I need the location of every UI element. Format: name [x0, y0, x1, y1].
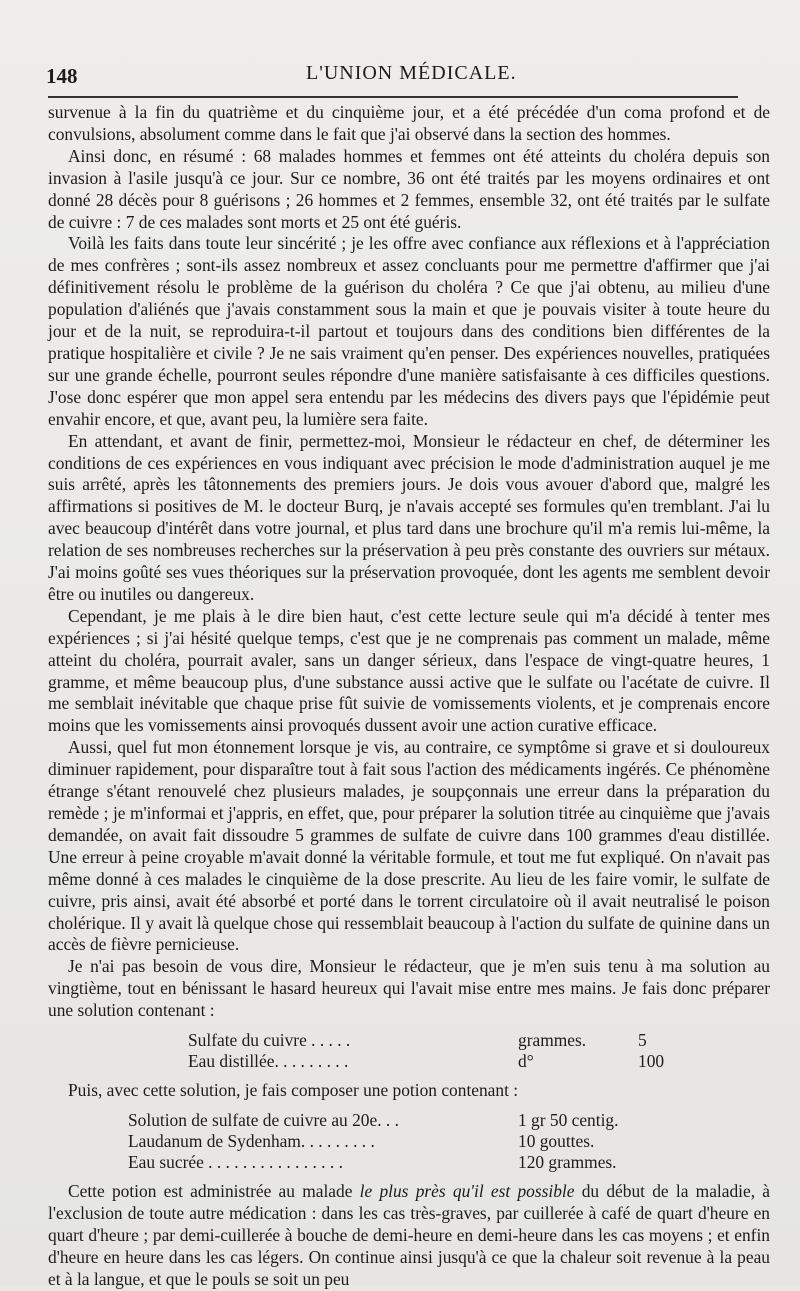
- ingredient-name: Eau distillée. . . . . . . . .: [188, 1051, 349, 1072]
- formula-row: [48, 1110, 770, 1131]
- formula-row: [48, 1131, 770, 1152]
- ingredient-unit: d°: [518, 1051, 534, 1072]
- paragraph: En attendant, et avant de finir, permettez-moi, Monsieur le rédacteur en chef, de déterminer les conditions de ces expériences en vous indiquant avec précision le mode d'administration auquel je me suis arrêté, après les tâtonnements des premiers jours. Je dois vous avouer d'abord que, malgré les affirmations si positives de M. le docteur Burq, je n'avais accepté ses formules qu'en tremblant. J'ai lu avec beaucoup d'intérêt dans votre journal, et plus tard dans une brochure qu'il m'a remis lui-même, la relation de ses nombreuses recherches sur la préservation à peu près constante des ouvriers sur métaux. J'ai moins goûté ses vues théoriques sur la préservation provoquée, dont les agents me semblent devoir être ou inutiles ou dangereux.: [48, 430, 770, 604]
- ingredient-value: 10 gouttes.: [518, 1130, 595, 1151]
- paragraph: survenue à la fin du quatrième et du cinquième jour, et a été précédée d'un coma profond et de convulsions, absolument comme dans le fait que j'ai observé dans la section des hommes.: [48, 102, 770, 144]
- ingredient-name: Laudanum de Sydenham. . . . . . . . .: [128, 1130, 375, 1151]
- formula-row: [48, 1051, 770, 1072]
- page-number: 148: [46, 64, 78, 88]
- ingredient-value: 5: [638, 1030, 647, 1051]
- italic-phrase: le plus près qu'il est possible: [359, 1180, 575, 1201]
- formula-row: [48, 1152, 770, 1173]
- ingredient-name: Eau sucrée . . . . . . . . . . . . . . . .: [128, 1151, 343, 1172]
- ingredient-value: 1 gr 50 centig.: [518, 1109, 619, 1130]
- paragraph: Aussi, quel fut mon étonnement lorsque je vis, au contraire, ce symptôme si grave et si douloureux diminuer rapidement, pour disparaître tout à fait sous l'action des médicaments ingérés. Ce phénomène étrange s'étant renouvelé chez plusieurs malades, je soupçonnais une erreur dans la préparation du remède ; je m'informai et j'appris, en effet, que, pour préparer la solution titrée au cinquième que j'avais demandée, on avait fait dissoudre 5 grammes de sulfate de cuivre dans 100 grammes d'eau distillée. Une erreur à peine croyable m'avait donné la véritable formule, et tout me fut expliqué. On n'avait pas même donné à ces malades le cinquième de la dose prescrite. Au lieu de les faire vomir, le sulfate de cuivre, pris ainsi, avait été absorbé et porté dans le torrent circulatoire où il avait neutralisé le poison cholérique. Il y avait là quelque chose qui ressemblait beaucoup à l'action du sulfate de quinine dans un accès de fièvre pernicieuse.: [48, 737, 770, 955]
- paragraph: [48, 1181, 770, 1291]
- text-run: du début de la maladie, à l'exclusion de toute autre médication : dans les cas très-graves, par cuillerée à café de quart d'heure en quart d'heure ; par demi-cuillerée à bouche de demi-heure en demi-heure dans les cas moyens ; et enfin d'heure en heure dans les cas légers. On continue ainsi jusqu'à ce que la chaleur soit revenue à la peau et à la langue, et que le pouls se soit un peu: [48, 1180, 771, 1289]
- paragraph: Puis, avec cette solution, je fais composer une potion contenant :: [68, 1080, 519, 1101]
- ingredient-unit: grammes.: [518, 1030, 587, 1051]
- article-body: [48, 102, 770, 1291]
- page-header: [46, 58, 746, 92]
- paragraph: Ainsi donc, en résumé : 68 malades hommes et femmes ont été atteints du choléra depuis son invasion à l'asile jusqu'à ce jour. Sur ce nombre, 36 ont été traités par les moyens ordinaires et ont donné 28 décès pour 8 guérisons ; 26 hommes et 2 femmes, ensemble 32, ont été traités par le sulfate de cuivre : 7 de ces malades sont morts et 25 ont été guéris.: [48, 145, 770, 232]
- potion-formula: [48, 1110, 770, 1173]
- paragraph: Cependant, je me plais à le dire bien haut, c'est cette lecture seule qui m'a décidé à tenter mes expériences ; si j'ai hésité quelque temps, c'est que je ne comprenais pas comment un malade, même atteint du choléra, pourrait avaler, sans un danger sérieux, dans l'espace de vingt-quatre heures, 1 gramme, et même beaucoup plus, d'une substance aussi active que le sulfate ou l'acétate de cuivre. Il me semblait inévitable que chaque prise fût suivie de vomissements violents, et je comprenais encore moins que les vomissements ainsi provoqués dussent avoir une action curative efficace.: [48, 605, 770, 736]
- solution-formula: [48, 1030, 770, 1072]
- running-title: L'UNION MÉDICALE.: [306, 62, 517, 84]
- paragraph: Je n'ai pas besoin de vous dire, Monsieur le rédacteur, que je m'en suis tenu à ma solution au vingtième, tout en bénissant le hasard heureux qui l'avait mise entre mes mains. Je fais donc préparer une solution contenant :: [48, 956, 770, 1021]
- ingredient-value: 100: [638, 1051, 665, 1072]
- ingredient-name: Sulfate du cuivre . . . . .: [188, 1030, 351, 1051]
- header-rule: [48, 96, 738, 98]
- formula-row: [48, 1030, 770, 1051]
- paragraph: Voilà les faits dans toute leur sincérité ; je les offre avec confiance aux réflexions et à l'appréciation de mes confrères ; sont-ils assez nombreux et assez concluants pour me permettre d'affirmer que j'ai définitivement résolu le problème de la guérison du choléra ? Ce que j'ai obtenu, au milieu d'une population d'aliénés que j'avais constamment sous la main et que je pouvais visiter à toute heure du jour et de la nuit, se reproduira-t-il partout et toujours dans des conditions bien différentes de la pratique hospitalière et civile ? Je ne sais vraiment qu'en penser. Des expériences nouvelles, pratiquées sur une grande échelle, pourront seules répondre d'une manière satisfaisante à ces difficiles questions. J'ose donc espérer que mon appel sera entendu par les médecins des divers pays que l'épidémie peut envahir encore, et que, avant peu, la lumière sera faite.: [48, 233, 770, 429]
- ingredient-name: Solution de sulfate de cuivre au 20e. . .: [128, 1109, 399, 1130]
- text-run: Cette potion est administrée au malade: [68, 1180, 360, 1201]
- ingredient-value: 120 grammes.: [518, 1151, 617, 1172]
